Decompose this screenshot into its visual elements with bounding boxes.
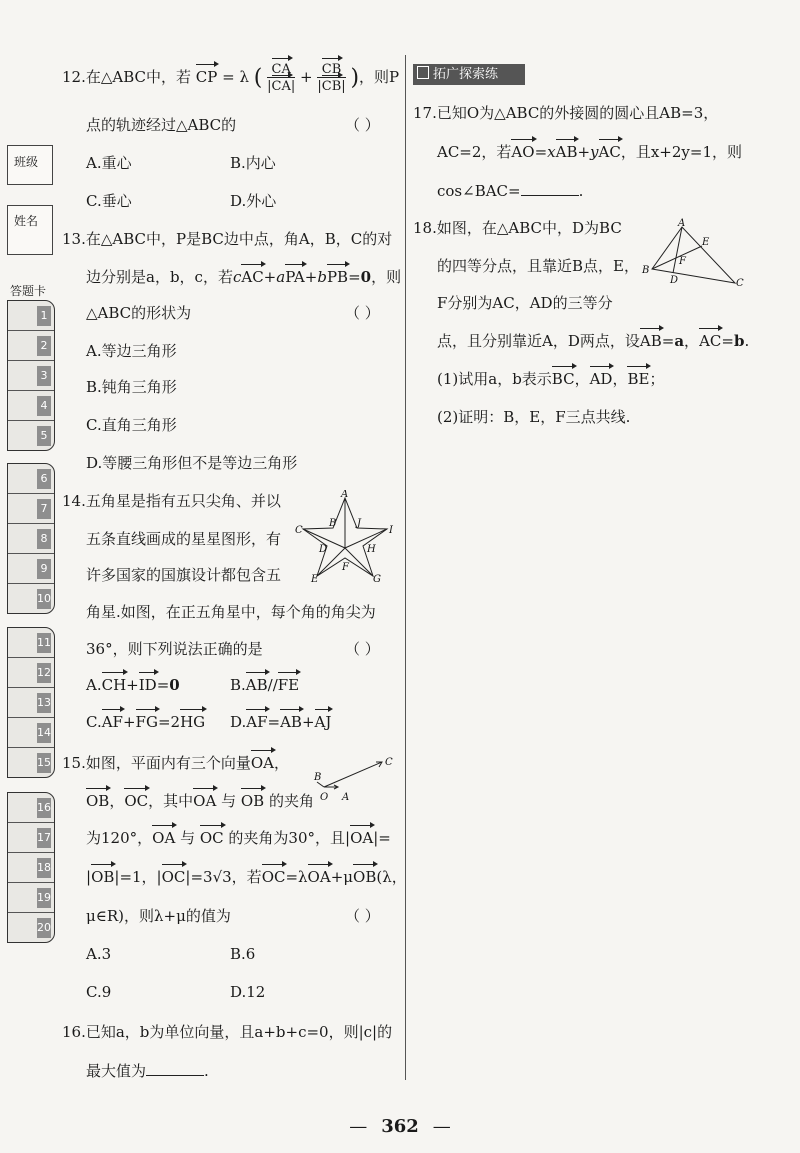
answer-tab[interactable]: 15 [8,748,54,777]
star-label-a: A [341,490,349,500]
star-label-b: B [329,518,337,529]
q18-line2: 的四等分点，且靠近B点，E， [437,257,639,275]
answer-tab[interactable]: 11 [8,628,54,658]
answer-tabs-6-10 [7,463,55,614]
star-figure [295,490,405,585]
q15-option-a[interactable]: A.3 [86,945,112,963]
star-label-i: I [389,525,393,536]
q12-answer-paren[interactable]: （ ） [345,116,380,134]
star-label-g: G [373,574,381,585]
vector-label-b: B [314,772,322,783]
answer-card-label: 答题卡 [10,284,47,298]
section-header: 拓广探索练 [413,64,525,85]
answer-tab[interactable]: 17 [8,823,54,853]
column-divider [405,55,406,1080]
tri-label-f: F [679,256,686,267]
q14-number: 14. [62,492,86,510]
q14-option-d[interactable]: D.AF=AB+AJ [230,713,332,731]
answer-tab[interactable]: 14 [8,718,54,748]
tri-label-a: A [678,218,686,229]
q15-line1: 15.如图，平面内有三个向量OA， [62,754,290,772]
star-label-f: F [342,562,349,573]
q12-option-b[interactable]: B.内心 [230,154,276,172]
answer-tab[interactable]: 9 [8,554,54,584]
q12-number: 12. [62,68,86,86]
q18-line1: 18.如图，在△ABC中，D为BC [413,219,622,237]
q18-sub1: (1)试用a，b表示BC，AD，BE； [437,370,665,388]
tri-label-b: B [642,265,650,276]
answer-tabs-16-20 [7,792,55,943]
q13-number: 13. [62,230,86,248]
q18-line3: F分别为AC，AD的三等分 [437,294,613,312]
q16-line1: 16.已知a，b为单位向量，且a+b+c=0，则|c|的 [62,1023,393,1041]
q13-line1: 13.在△ABC中，P是BC边中点，角A，B，C的对 [62,230,393,248]
vector-label-o: O [320,792,329,803]
answer-tabs-1-5 [7,300,55,451]
answer-tab[interactable]: 2 [8,331,54,361]
q13-answer-paren[interactable]: （ ） [345,304,380,322]
q16-answer-blank[interactable] [146,1059,204,1076]
answer-tab[interactable]: 10 [8,584,54,613]
q14-option-a[interactable]: A.CH+ID=0 [86,676,180,694]
q15-option-b[interactable]: B.6 [230,945,256,963]
q14-line5: 36°，则下列说法正确的是 [86,640,263,658]
q13-option-c[interactable]: C.直角三角形 [86,416,177,434]
triangle-figure [640,217,750,292]
answer-tab[interactable]: 20 [8,913,54,942]
answer-tab[interactable]: 1 [8,301,54,331]
name-label: 姓名 [14,214,39,228]
vector-label-c: C [385,757,393,768]
star-label-h: H [367,544,376,555]
q13-option-d[interactable]: D.等腰三角形但不是等边三角形 [86,454,298,472]
q18-sub2: (2)证明：B，E，F三点共线. [437,408,631,426]
answer-tab[interactable]: 5 [8,421,54,450]
answer-tab[interactable]: 4 [8,391,54,421]
star-label-d: D [319,544,328,555]
q14-answer-paren[interactable]: （ ） [345,640,380,658]
q14-line1: 14.五角星是指有五只尖角、并以 [62,492,281,510]
answer-tab[interactable]: 3 [8,361,54,391]
q12-line1: 12.在△ABC中，若 CP = λ ( $\frac{CA}{|CA|} + \frac{CB}{|CB|}$ )，则P [62,62,400,94]
q16-line2: 最大值为 . [86,1059,209,1081]
q16-number: 16. [62,1023,86,1041]
q17-line1: 17.已知O为△ABC的外接圆的圆心且AB=3， [413,104,719,122]
book-icon [417,66,429,79]
q13-line3: △ABC的形状为 [86,304,192,322]
q17-line2: AC=2，若AO=xAB+yAC，且x+2y=1，则 [437,143,743,161]
star-label-c: C [295,525,303,536]
answer-tab[interactable]: 13 [8,688,54,718]
q13-option-a[interactable]: A.等边三角形 [86,342,177,360]
star-label-e: E [311,574,319,585]
q15-line2: OB，OC，其中OA 与 OB 的夹角 [86,792,314,810]
answer-tab[interactable]: 7 [8,494,54,524]
q13-line2: 边分别是a，b，c，若cAC+aPA+bPB=0，则 [86,268,402,286]
q17-number: 17. [413,104,437,122]
answer-tab[interactable]: 19 [8,883,54,913]
q13-option-b[interactable]: B.钝角三角形 [86,378,177,396]
answer-tabs-11-15 [7,627,55,778]
q15-option-c[interactable]: C.9 [86,983,112,1001]
q18-line4: 点，且分别靠近A，D两点，设AB=a，AC=b. [437,332,750,350]
q12-option-d[interactable]: D.外心 [230,192,277,210]
tri-label-d: D [670,275,679,286]
q12-line2: 点的轨迹经过△ABC的 [86,116,237,134]
tri-label-e: E [702,237,710,248]
q14-option-b[interactable]: B.AB//FE [230,676,300,694]
q17-line3: cos∠BAC= . [437,179,583,200]
q14-option-c[interactable]: C.AF+FG=2HG [86,713,206,731]
q12-formula: CP = λ ( $\frac{CA}{|CA|} + \frac{CB}{|CB|}$ ) [195,62,360,94]
answer-tab[interactable]: 12 [8,658,54,688]
answer-tab[interactable]: 8 [8,524,54,554]
answer-tab[interactable]: 16 [8,793,54,823]
q15-line3: 为120°，OA 与 OC 的夹角为30°，且|OA|= [86,829,391,847]
q15-line4: |OB|=1，|OC|=3√3，若OC=λOA+μOB(λ， [86,868,407,886]
star-label-j: J [357,518,362,529]
tri-label-c: C [736,278,744,289]
q13-formula: cAC+aPA+bPB=0 [232,268,372,286]
page-number: — 362 — [349,1116,451,1137]
q15-line5: μ∈R)，则λ+μ的值为 [86,907,231,925]
q12-option-a[interactable]: A.重心 [86,154,132,172]
q14-line2: 五条直线画成的星星图形，有 [86,530,282,548]
class-label: 班级 [14,155,39,169]
vector-figure [312,755,397,803]
answer-tab[interactable]: 18 [8,853,54,883]
vector-label-a: A [342,792,350,803]
q12-option-c[interactable]: C.垂心 [86,192,132,210]
q15-option-d[interactable]: D.12 [230,983,266,1001]
q15-number: 15. [62,754,86,772]
q14-line4: 角星.如图，在正五角星中，每个角的角尖为 [86,603,376,621]
q15-answer-paren[interactable]: （ ） [345,907,380,925]
q18-number: 18. [413,219,437,237]
answer-tab[interactable]: 6 [8,464,54,494]
q17-answer-blank[interactable] [521,179,579,196]
q14-line3: 许多国家的国旗设计都包含五 [86,566,282,584]
